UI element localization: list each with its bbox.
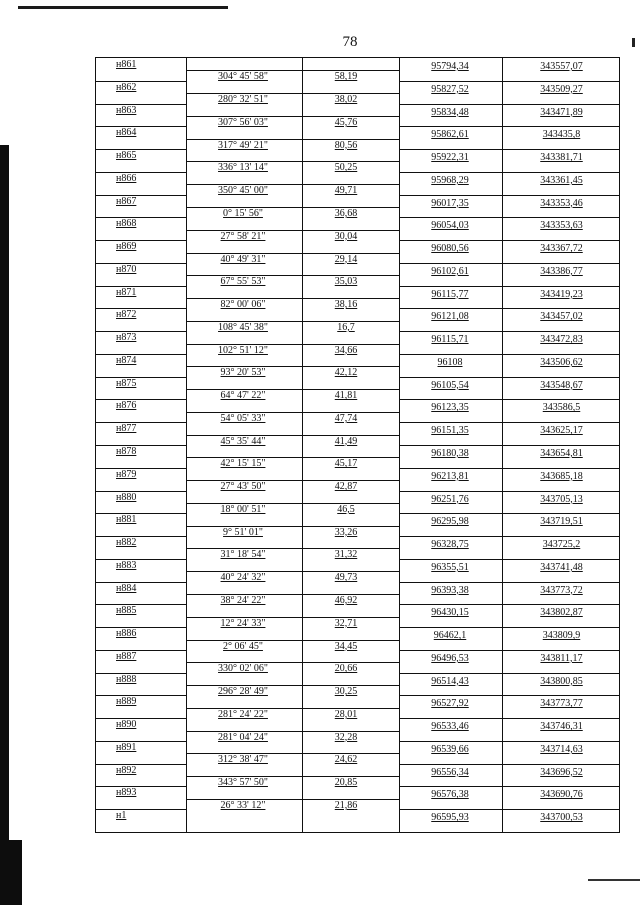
row-divider [399,764,619,765]
segment-length: 46,92 [334,594,358,606]
row-divider [399,354,619,355]
point-label: н862 [116,81,137,93]
x-coordinate: 96121,08 [431,311,469,323]
segment-length: 34,45 [334,640,358,652]
point-label: н876 [116,400,137,412]
point-label: н867 [116,195,137,207]
y-coordinate: 343700,53 [540,812,583,824]
row-divider [399,491,619,492]
segment-length: 30,04 [334,230,358,242]
segment-length: 32,71 [334,617,358,629]
point-label: н889 [116,696,137,708]
row-divider [399,695,619,696]
x-coordinate: 96102,61 [431,265,469,277]
segment-length: 46,5 [337,503,355,515]
y-coordinate: 343746,31 [540,721,583,733]
row-divider [399,582,619,583]
point-label: н871 [116,286,137,298]
point-label: н866 [116,172,137,184]
y-coordinate: 343800,85 [540,675,583,687]
segment-length: 28,01 [334,708,358,720]
point-label: н886 [116,628,137,640]
y-coordinate: 343696,52 [540,766,583,778]
x-coordinate: 96180,38 [431,448,469,459]
direction-angle: 307° 56' 03" [218,116,268,128]
direction-angle: 281° 04' 24" [218,731,268,743]
segment-length: 41,81 [334,390,358,402]
x-coordinate: 96514,43 [431,675,469,687]
direction-angle: 26° 33' 12" [220,799,266,811]
y-coordinate: 343457,02 [540,311,583,323]
y-coordinate: 343654,81 [540,448,583,459]
x-coordinate: 96393,38 [431,584,469,596]
y-coordinate: 343472,83 [540,334,583,346]
direction-angle: 64° 47' 22" [220,390,266,402]
y-coordinate: 343741,48 [540,561,583,573]
direction-angle: 31° 18' 54" [220,549,266,561]
row-divider [399,149,619,150]
bottom-rule [588,879,640,881]
direction-angle: 281° 24' 22" [218,708,268,720]
row-divider [399,263,619,264]
point-label: н892 [116,764,137,776]
segment-length: 49,71 [334,185,358,197]
direction-angle: 42° 15' 15" [220,458,266,470]
point-label: н869 [116,241,137,253]
y-coordinate: 343361,45 [540,174,583,186]
x-coordinate: 96108 [437,356,463,368]
segment-length: 49,73 [334,572,358,584]
direction-angle: 27° 43' 50" [220,481,266,493]
row-divider [399,445,619,446]
x-coordinate: 95794,34 [431,61,469,72]
row-divider [399,399,619,400]
row-divider [399,559,619,560]
segment-length: 42,87 [334,481,358,493]
x-coordinate: 95922,31 [431,152,469,164]
y-coordinate: 343557,07 [540,61,583,72]
direction-angle: 280° 32' 51" [218,94,268,106]
x-coordinate: 96533,46 [431,721,469,733]
coordinates-table [95,57,620,833]
top-rule [18,6,228,9]
row-divider [399,217,619,218]
x-coordinate: 96556,34 [431,766,469,778]
x-coordinate: 96576,38 [431,789,469,801]
direction-angle: 27° 58' 21" [220,230,266,242]
y-coordinate: 343506,62 [540,356,583,368]
y-coordinate: 343809,9 [542,630,581,642]
x-coordinate: 96115,77 [431,288,469,300]
y-coordinate: 343811,17 [540,652,583,664]
point-label: н861 [116,59,137,70]
direction-angle: 317° 49' 21" [218,139,268,151]
segment-length: 16,7 [337,321,355,333]
point-label: н884 [116,582,137,594]
segment-length: 24,62 [334,754,358,766]
segment-length: 32,28 [334,731,358,743]
x-coordinate: 96123,35 [431,402,469,414]
x-coordinate: 96496,53 [431,652,469,664]
direction-angle: 2° 06' 45" [223,640,263,652]
point-label: н863 [116,104,137,116]
y-coordinate: 343690,76 [540,789,583,801]
x-coordinate: 96355,51 [431,561,469,573]
segment-length: 41,49 [334,435,358,447]
row-divider [399,377,619,378]
direction-angle: 54° 05' 33" [220,412,266,424]
row-divider [399,513,619,514]
segment-length: 50,25 [334,162,358,174]
point-label: н881 [116,514,137,526]
x-coordinate: 95834,48 [431,106,469,118]
x-coordinate: 95862,61 [431,129,469,141]
segment-length: 29,14 [334,253,358,265]
direction-angle: 312° 38' 47" [218,754,268,766]
scan-edge-bottom-left [0,840,22,905]
y-coordinate: 343705,13 [540,493,583,505]
y-coordinate: 343725,2 [542,539,581,551]
x-coordinate: 96462,1 [433,630,467,642]
direction-angle: 82° 00' 06" [220,299,266,311]
point-label: н872 [116,309,137,321]
point-label: н878 [116,446,137,457]
x-coordinate: 96430,15 [431,607,469,619]
y-coordinate: 343719,51 [540,516,583,528]
x-coordinate: 96328,75 [431,539,469,551]
y-coordinate: 343802,87 [540,607,583,619]
point-label: н882 [116,537,137,549]
direction-angle: 0° 15' 56" [223,207,263,219]
point-label: н893 [116,787,137,799]
direction-angle: 336° 13' 14" [218,162,268,174]
y-coordinate: 343625,17 [540,425,583,437]
column-divider [186,58,187,832]
x-coordinate: 96017,35 [431,197,469,209]
row-divider [399,650,619,651]
segment-length: 45,76 [334,116,358,128]
y-coordinate: 343586,5 [542,402,581,414]
point-label: н885 [116,605,137,617]
point-label: н875 [116,377,137,389]
x-coordinate: 96295,98 [431,516,469,528]
row-divider [399,240,619,241]
direction-angle: 304° 45' 58" [218,71,268,83]
x-coordinate: 96151,35 [431,425,469,437]
segment-length: 38,02 [334,94,358,106]
scan-edge-left [0,145,9,905]
y-coordinate: 343714,63 [540,743,583,755]
segment-length: 31,32 [334,549,358,561]
segment-length: 38,16 [334,299,358,311]
x-coordinate: 96115,71 [431,334,469,346]
segment-length: 45,17 [334,458,358,470]
x-coordinate: 96105,54 [431,379,469,391]
row-divider [399,627,619,628]
direction-angle: 343° 57' 50" [218,777,268,789]
segment-length: 80,56 [334,139,358,151]
segment-length: 36,68 [334,207,358,219]
page-number: 78 [342,34,358,50]
direction-angle: 45° 35' 44" [220,435,266,447]
y-coordinate: 343509,27 [540,83,583,95]
segment-length: 47,74 [334,412,358,424]
x-coordinate: 96595,93 [431,812,469,824]
row-divider [399,741,619,742]
row-divider [399,331,619,332]
point-label: н870 [116,263,137,275]
segment-length: 30,25 [334,686,358,698]
row-divider [399,604,619,605]
x-coordinate: 95827,52 [431,83,469,95]
row-divider [399,468,619,469]
y-coordinate: 343548,67 [540,379,583,391]
row-divider [399,81,619,82]
direction-angle: 350° 45' 00" [218,185,268,197]
row-divider [399,673,619,674]
direction-angle: 38° 24' 22" [220,594,266,606]
y-coordinate: 343367,72 [540,243,583,255]
x-coordinate: 96080,56 [431,243,469,255]
point-label: н864 [116,127,137,139]
y-coordinate: 343381,71 [540,152,583,164]
y-coordinate: 343386,77 [540,265,583,277]
point-label: н888 [116,673,137,685]
direction-angle: 330° 02' 06" [218,663,268,675]
point-label: н890 [116,719,137,731]
segment-length: 21,86 [334,799,358,811]
x-coordinate: 96527,92 [431,698,469,710]
row-divider [399,286,619,287]
row-divider [399,308,619,309]
row-divider [399,809,619,810]
direction-angle: 67° 55' 53" [220,276,266,288]
direction-angle: 296° 28' 49" [218,686,268,698]
row-divider [399,104,619,105]
segment-length: 20,85 [334,777,358,789]
row-divider [399,786,619,787]
row-divider [399,126,619,127]
x-coordinate: 96054,03 [431,220,469,232]
direction-angle: 108° 45' 38" [218,321,268,333]
direction-angle: 40° 49' 31" [220,253,266,265]
point-label: н873 [116,332,137,344]
y-coordinate: 343773,77 [540,698,583,710]
y-coordinate: 343353,63 [540,220,583,232]
point-label: н865 [116,150,137,162]
direction-angle: 12° 24' 33" [220,617,266,629]
segment-length: 34,66 [334,344,358,356]
point-label: н883 [116,559,137,571]
y-coordinate: 343435,8 [542,129,581,141]
point-label: н1 [116,810,127,822]
direction-angle: 40° 24' 32" [220,572,266,584]
point-label: н877 [116,423,137,435]
segment-length: 42,12 [334,367,358,379]
y-coordinate: 343773,72 [540,584,583,596]
y-coordinate: 343353,46 [540,197,583,209]
point-label: н887 [116,650,137,662]
point-label: н874 [116,354,137,366]
y-coordinate: 343471,89 [540,106,583,118]
segment-length: 20,66 [334,663,358,675]
point-label: н880 [116,491,137,503]
segment-length: 33,26 [334,526,358,538]
row-divider [399,172,619,173]
row-divider [399,718,619,719]
x-coordinate: 96213,81 [431,470,469,482]
segment-length: 58,19 [334,71,358,83]
y-coordinate: 343419,23 [540,288,583,300]
direction-angle: 102° 51' 12" [218,344,268,356]
direction-angle: 9° 51' 01" [223,526,263,538]
row-divider [399,195,619,196]
row-divider [399,536,619,537]
direction-angle: 93° 20' 53" [220,367,266,379]
point-label: н879 [116,468,137,480]
y-coordinate: 343685,18 [540,470,583,482]
x-coordinate: 95968,29 [431,174,469,186]
segment-length: 35,03 [334,276,358,288]
point-label: н891 [116,741,137,753]
direction-angle: 18° 00' 51" [220,503,266,515]
x-coordinate: 96539,66 [431,743,469,755]
row-divider [399,422,619,423]
point-label: н868 [116,218,137,230]
x-coordinate: 96251,76 [431,493,469,505]
